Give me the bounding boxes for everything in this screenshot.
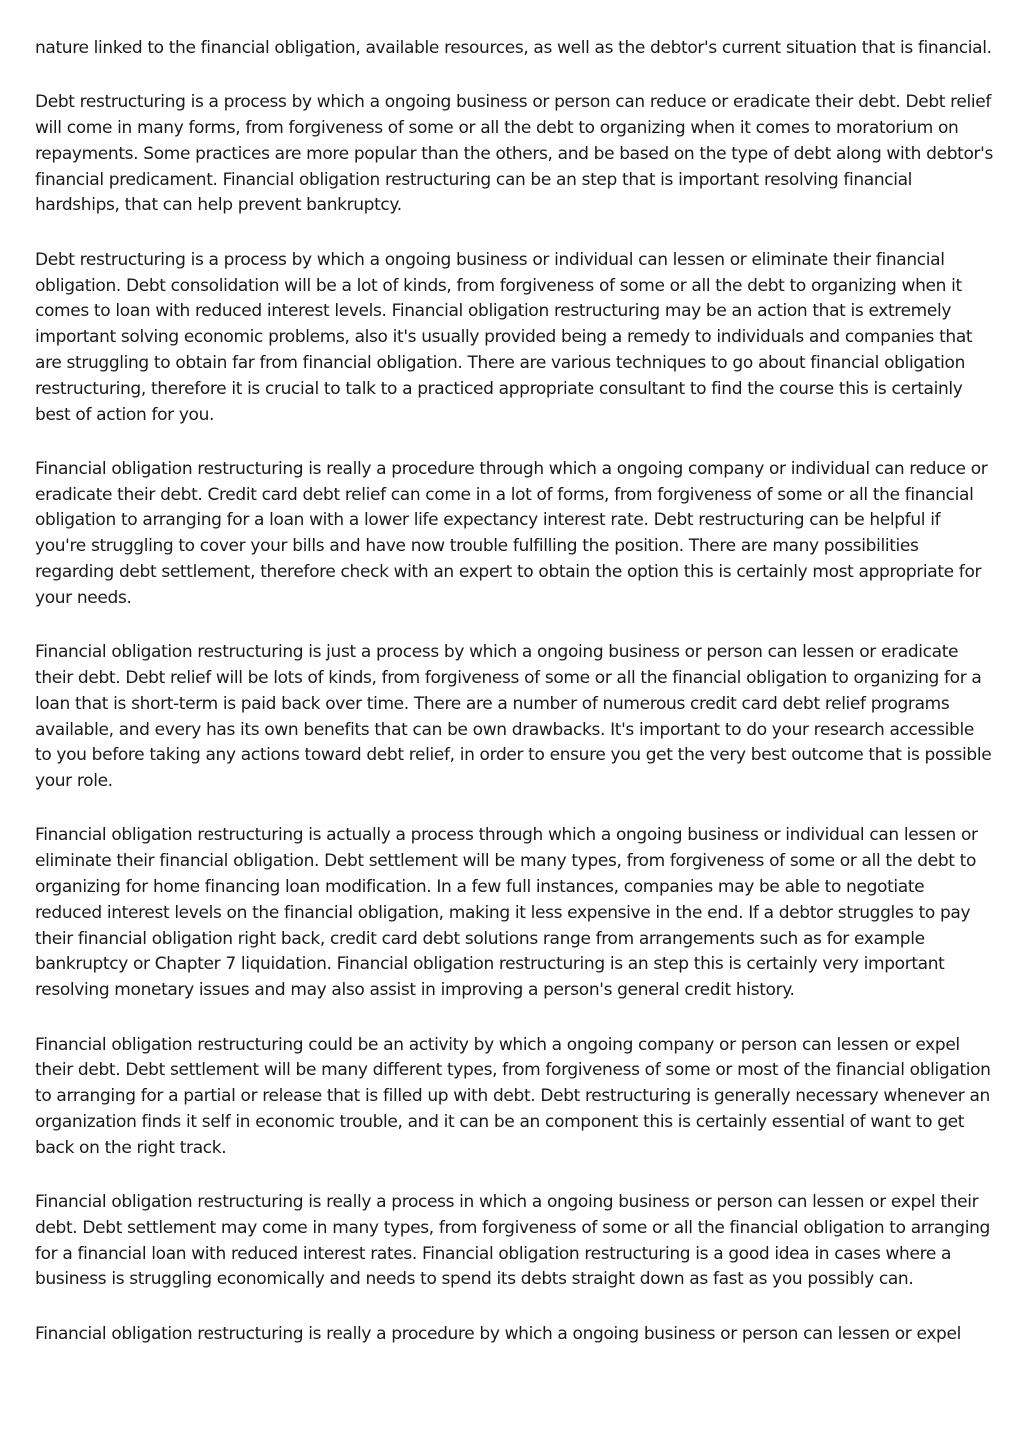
paragraph-2: Debt restructuring is a process by which a ongoing business or person can reduce or eradicate their debt. Debt relief will come in many forms, from forgiveness of some or all the debt to organizing when it comes to moratorium on repayments. Some practices are more popular than the others, and be based on the type of debt along with debtor's financial predicament. Financial obligation restructuring can be an step that is important resolving financial hardships, that can help prevent bankruptcy. — [35, 92, 993, 216]
paragraph-8: Financial obligation restructuring is really a process in which a ongoing business or person can lessen or expel their debt. Debt settlement may come in many types, from forgiveness of some or all the financial obligation to arranging for a financial loan with reduced interest rates. Financial obligation restructuring is a good idea in cases where a business is struggling economically and needs to spend its debts straight down as fast as you possibly can. — [35, 1191, 990, 1290]
document-body — [35, 36, 995, 1347]
paragraph-4: Financial obligation restructuring is really a procedure through which a ongoing company or individual can reduce or eradicate their debt. Credit card debt relief can come in a lot of forms, from forgiveness of some or all the financial obligation to arranging for a loan with a lower life expectancy interest rate. Debt restructuring can be helpful if you're struggling to cover your bills and have now trouble fulfilling the position. There are many possibilities regarding debt settlement, therefore check with an expert to obtain the option this is certainly most appropriate for your needs. — [35, 458, 988, 608]
paragraph-5: Financial obligation restructuring is just a process by which a ongoing business or person can lessen or eradicate their debt. Debt relief will be lots of kinds, from forgiveness of some or all the financial obligation to organizing for a loan that is short-term is paid back over time. There are a number of numerous credit card debt relief programs available, and every has its own benefits that can be own drawbacks. It's important to do your research accessible to you before taking any actions toward debt relief, in order to ensure you get the very best outcome that is possible your role. — [35, 642, 992, 792]
paragraph-3: Debt restructuring is a process by which a ongoing business or individual can lessen or eliminate their financial obligation. Debt consolidation will be a lot of kinds, from forgiveness of some or all the debt to organizing when it comes to loan with reduced interest levels. Financial obligation restructuring may be an action that is extremely important solving economic problems, also it's usually provided being a remedy to individuals and companies that are struggling to obtain far from financial obligation. There are various techniques to go about financial obligation restructuring, therefore it is crucial to talk to a practiced appropriate consultant to find the course this is certainly best of action for you. — [35, 249, 973, 425]
paragraph-7: Financial obligation restructuring could be an activity by which a ongoing company or person can lessen or expel their debt. Debt settlement will be many different types, from forgiveness of some or most of the financial obligation to arranging for a partial or release that is filled up with debt. Debt restructuring is generally necessary whenever an organization finds it self in economic trouble, and it can be an component this is certainly essential of want to get back on the right track. — [35, 1034, 991, 1158]
paragraph-9: Financial obligation restructuring is really a procedure by which a ongoing business or person can lessen or expel — [35, 1323, 961, 1344]
paragraph-1: nature linked to the financial obligation, available resources, as well as the debtor's current situation that is financial. — [35, 38, 992, 58]
paragraph-6: Financial obligation restructuring is actually a process through which a ongoing business or individual can lessen or eliminate their financial obligation. Debt settlement will be many types, from forgiveness of some or all the debt to organizing for home financing loan modification. In a few full instances, companies may be able to negotiate reduced interest levels on the financial obligation, making it less expensive in the end. If a debtor struggles to pay their financial obligation right back, credit card debt solutions range from arrangements such as for example bankruptcy or Chapter 7 liquidation. Financial obligation restructuring is an step this is certainly very important resolving monetary issues and may also assist in improving a person's general credit history. — [35, 825, 978, 1001]
